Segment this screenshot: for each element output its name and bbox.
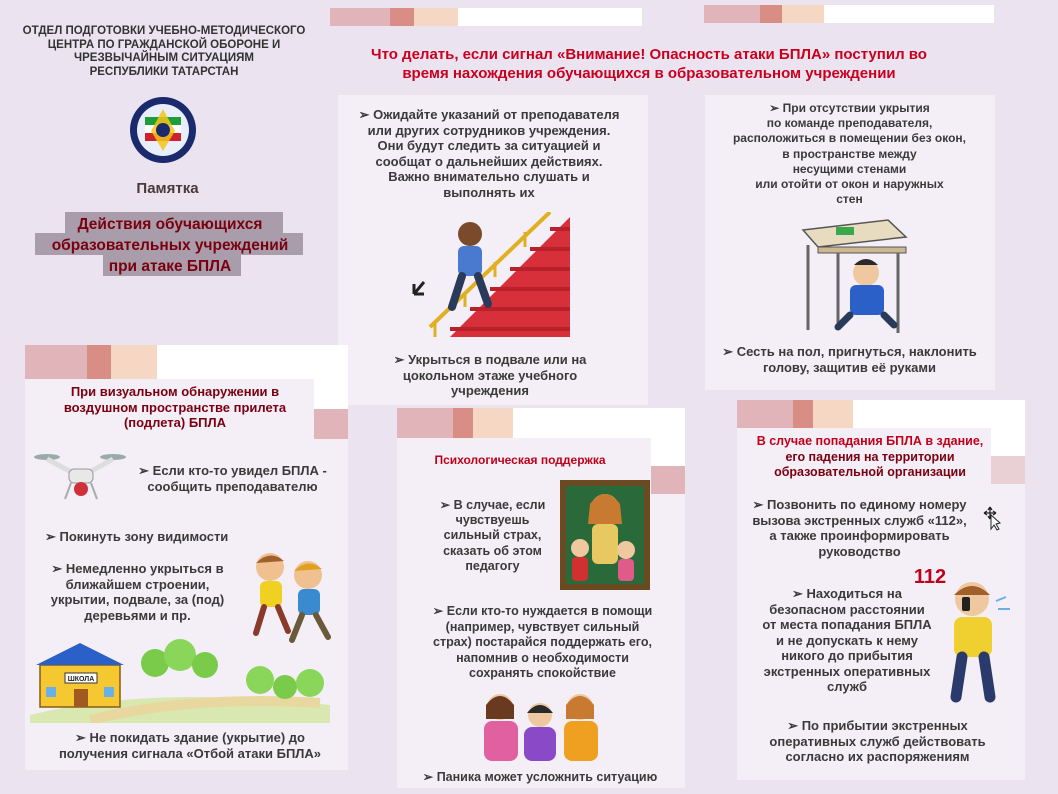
stay-inside: ➢ Не покидать здание (укрытие) до получения сигнала «Отбой атаки БПЛА»	[58, 730, 322, 761]
drone-icon	[33, 447, 128, 507]
help-others: ➢ Если кто-то нуждается в помощи (например, чувствует сильный страх) постарайся поддержать его, напомнив о необходимости сохранять спокойствие	[432, 604, 653, 680]
report-drone: ➢ Если кто-то увидел БПЛА - сообщить преподавателю	[138, 463, 327, 494]
emblem-icon	[128, 95, 198, 165]
school-sign: ШКОЛА	[67, 676, 95, 683]
cursor-move-icon	[982, 505, 1002, 531]
sit-instructions: ➢ Сесть на пол, пригнуться, наклонить голову, защитив её руками	[722, 344, 977, 375]
desk-cover-illustration-icon	[798, 215, 908, 335]
vbar-center-bottom	[651, 438, 685, 494]
memo-title: Действия обучающихся образовательных учреждений при атаке БПЛА	[51, 216, 289, 275]
shelter-nearby: ➢ Немедленно укрыться в ближайшем строении, укрытии, подвале, за (под) деревьями и пр.	[50, 561, 225, 623]
stairs-illustration-icon	[410, 212, 570, 342]
visual-detection-heading: При визуальном обнаружении в воздушном пространстве прилета (подлета) БПЛА	[63, 384, 287, 430]
vbar-left-bottom	[314, 379, 348, 439]
hide-basement: ➢ Укрыться в подвале или на цокольном этаже учебного учреждения	[393, 352, 587, 398]
bar-center-bottom	[397, 408, 685, 438]
header-bar-center	[330, 8, 642, 26]
school-scene-illustration-icon	[30, 625, 340, 723]
leave-visibility: ➢ Покинуть зону видимости	[45, 529, 229, 544]
psych-support-heading: Психологическая поддержка	[434, 453, 606, 467]
drone-hit-heading: В случае попадания БПЛА в здание, его падения на территории образовательной организации	[756, 434, 984, 479]
bar-right-bottom	[737, 400, 1025, 428]
header-bar-right	[704, 5, 994, 23]
bar-left-bottom	[25, 345, 348, 379]
follow-emergency-services: ➢ По прибытии экстренных оперативных служб действовать согласно их распоряжениям	[769, 718, 986, 764]
call-112: ➢ Позвонить по единому номеру вызова экстренных служб «112», а также проинформировать руководство	[752, 497, 967, 559]
fear-tell-teacher: ➢ В случае, если чувствуешь сильный страх, сказать об этом педагогу	[439, 498, 546, 573]
org-header: ОТДЕЛ ПОДГОТОВКИ УЧЕБНО-МЕТОДИЧЕСКОГО ЦЕНТРА ПО ГРАЖДАНСКОЙ ОБОРОНЕ И ЧРЕЗВЫЧАЙНЫМ СИТУАЦИЯМ РЕСПУБЛИКИ ТАТАРСТАН	[22, 25, 306, 78]
emergency-number: 112	[913, 566, 947, 588]
panic-warning: ➢ Паника может усложнить ситуацию	[422, 770, 658, 784]
comforting-group-illustration-icon	[470, 685, 610, 765]
vbar-right-bottom	[991, 428, 1025, 484]
keep-distance: ➢ Находиться на безопасном расстоянии от места попадания БПЛА и не допускать к нему никого до прибытия экстренных оперативных служб	[762, 586, 932, 694]
wait-instructions: ➢ Ожидайте указаний от преподавателя или других сотрудников учреждения. Они будут следить за ситуацией и сообщат о дальнейших действиях. Важно внимательно слушать и выполнять их	[358, 107, 620, 200]
teacher-kids-illustration-icon	[560, 480, 650, 590]
no-shelter-instructions: ➢ При отсутствии укрытия по команде преподавателя, расположиться в помещении без окон, в пространстве между несущими стенами или отойти от окон и наружных стен	[732, 101, 967, 207]
memo-label: Памятка	[136, 180, 199, 197]
main-title: Что делать, если сигнал «Внимание! Опасность атаки БПЛА» поступил во время нахождения обучающихся в образовательном учреждении	[371, 46, 927, 82]
